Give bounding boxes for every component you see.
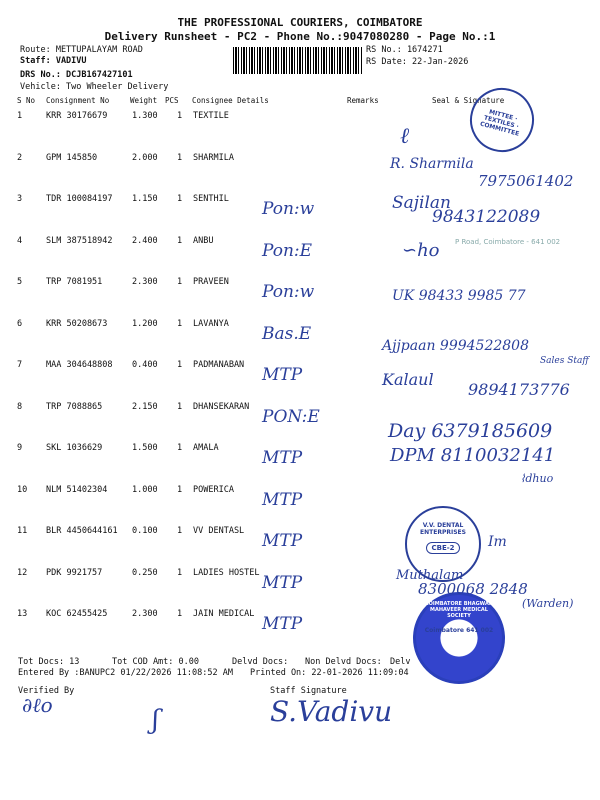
cell-wt: 1.300: [132, 111, 158, 121]
cell-wt: 0.250: [132, 568, 158, 578]
cell-pcs: 1: [177, 485, 183, 495]
cell-wt: 2.300: [132, 609, 158, 619]
cell-cn: SLM 387518942: [46, 236, 113, 246]
total-cod: Tot COD Amt: 0.00: [112, 657, 199, 667]
cell-pcs: 1: [177, 277, 183, 287]
col-sno: S No: [17, 96, 36, 105]
cell-name: LAVANYA: [193, 319, 229, 329]
cell-pcs: 1: [177, 443, 183, 453]
cell-pcs: 1: [177, 568, 183, 578]
drs-number: DRS No.: DCJB167427101: [20, 70, 133, 80]
cell-name: JAIN MEDICAL: [193, 609, 255, 619]
col-consignment: Consignment No: [46, 96, 110, 105]
dental-stamp-place: CBE-2: [426, 542, 459, 554]
cell-cn: TRP 7081951: [46, 277, 103, 287]
society-stamp: [413, 592, 505, 684]
vehicle: Vehicle: Two Wheeler Delivery: [20, 82, 169, 92]
signature-row2: R. Sharmila: [390, 156, 474, 172]
cell-pcs: 1: [177, 360, 183, 370]
textile-stamp: [463, 81, 541, 159]
staff-signature-label: Staff Signature: [270, 686, 347, 696]
cell-remark: MTP: [262, 448, 303, 468]
col-remarks: Remarks: [347, 96, 379, 105]
rs-number: RS No.: 1674271: [366, 45, 443, 55]
runsheet-title: Delivery Runsheet - PC2 - Phone No.:9047080280 - Page No.:1: [104, 30, 496, 43]
cell-name: AMALA: [193, 443, 219, 453]
cell-sno: 3: [17, 194, 23, 204]
cell-remark: MTP: [262, 531, 303, 551]
cell-pcs: 1: [177, 526, 183, 536]
cell-remark: MTP: [262, 573, 303, 593]
cell-sno: 5: [17, 277, 23, 287]
cell-sno: 13: [17, 609, 28, 619]
col-pcs: PCS: [165, 96, 179, 105]
society-stamp-name: COIMBATORE BHAGWAN MAHAVEER MEDICAL SOCIETY: [424, 601, 494, 619]
verifier-signature: ∂ℓo: [22, 693, 53, 717]
cell-cn: PDK 9921757: [46, 568, 103, 578]
cell-name: LADIES HOSTEL: [193, 568, 260, 578]
cell-remark: Pon:w: [262, 282, 315, 302]
initial-signature: ʃ: [152, 705, 160, 735]
signature-row9: DPM 8110032141: [390, 445, 556, 466]
printed-on: Printed On: 22-01-2026 11:09:04: [250, 668, 409, 678]
cell-wt: 2.000: [132, 153, 158, 163]
faded-stamp: P Road, Coimbatore - 641 002: [455, 238, 561, 246]
signature-row5: UK 98433 9985 77: [392, 288, 526, 304]
signature-row3: Sajilan: [392, 193, 452, 213]
cell-wt: 2.150: [132, 402, 158, 412]
dental-stamp-name: V.V. DENTAL ENTERPRISES: [420, 522, 466, 536]
textile-stamp-text: MITTEE · TEXTILES · COMMITTEE: [479, 108, 520, 138]
cell-pcs: 1: [177, 236, 183, 246]
cell-pcs: 1: [177, 319, 183, 329]
society-stamp-place: Coimbatore 641 002: [424, 627, 494, 634]
staff: Staff: VADIVU: [20, 56, 87, 66]
cell-wt: 1.500: [132, 443, 158, 453]
cell-cn: NLM 51402304: [46, 485, 108, 495]
cell-name: DHANSEKARAN: [193, 402, 250, 412]
cell-cn: TRP 7088865: [46, 402, 103, 412]
signature-row11: Im: [488, 534, 507, 550]
verified-by-label: Verified By: [18, 686, 75, 696]
cell-sno: 8: [17, 402, 23, 412]
staff-handwritten-signature: S.Vadivu: [270, 695, 393, 728]
company-name: THE PROFESSIONAL COURIERS, COIMBATORE: [177, 16, 423, 29]
cell-pcs: 1: [177, 609, 183, 619]
signature-row7-name: Kalaul: [382, 370, 434, 389]
cell-wt: 2.300: [132, 277, 158, 287]
signature-row12-role: (Warden): [522, 597, 574, 610]
cell-remark: Pon:E: [262, 241, 313, 261]
signature-row7: Ajjpaan 9994522808: [382, 338, 529, 354]
cell-cn: MAA 304648808: [46, 360, 113, 370]
col-consignee: Consignee Details: [192, 96, 269, 105]
cell-sno: 9: [17, 443, 23, 453]
total-docs: Tot Docs: 13: [18, 657, 80, 667]
phone-row3c: 9843122089: [432, 207, 541, 227]
cell-name: SHARMILA: [193, 153, 234, 163]
route: Route: METTUPALAYAM ROAD: [20, 45, 143, 55]
non-delivered-docs: Non Delvd Docs:: [305, 657, 382, 667]
cell-sno: 12: [17, 568, 28, 578]
cell-cn: BLR 4450644161: [46, 526, 118, 536]
cell-name: SENTHIL: [193, 194, 229, 204]
cell-remark: MTP: [262, 490, 303, 510]
cell-wt: 1.200: [132, 319, 158, 329]
cell-wt: 1.150: [132, 194, 158, 204]
cell-remark: Pon:w: [262, 199, 315, 219]
cell-pcs: 1: [177, 402, 183, 412]
cell-cn: GPM 145850: [46, 153, 98, 163]
cell-cn: KOC 62455425: [46, 609, 108, 619]
cell-sno: 7: [17, 360, 23, 370]
cell-cn: KRR 50208673: [46, 319, 108, 329]
signature-row7-role: Sales Staff: [540, 356, 589, 366]
cell-pcs: 1: [177, 153, 183, 163]
cell-remark: MTP: [262, 614, 303, 634]
cell-cn: SKL 1036629: [46, 443, 103, 453]
cell-name: VV DENTASL: [193, 526, 245, 536]
cell-pcs: 1: [177, 194, 183, 204]
signature-row8: Day 6379185609: [388, 420, 553, 442]
col-signature: Seal & Signature: [432, 96, 505, 105]
cell-name: ANBU: [193, 236, 214, 246]
entered-by: Entered By :BANUPC2 01/22/2026 11:08:52 AM: [18, 668, 233, 678]
phone-row12: 8300068 2848: [418, 580, 528, 598]
cell-sno: 1: [17, 111, 23, 121]
cell-name: TEXTILE: [193, 111, 229, 121]
cell-cn: KRR 30176679: [46, 111, 108, 121]
col-weight: Weight: [130, 96, 158, 105]
cell-remark: MTP: [262, 365, 303, 385]
cell-name: POWERICA: [193, 485, 234, 495]
delv-label: Delv: [390, 657, 411, 667]
signature-row1: ℓ: [400, 124, 410, 149]
cell-sno: 2: [17, 153, 23, 163]
cell-remark: PON:E: [262, 407, 320, 427]
cell-wt: 2.400: [132, 236, 158, 246]
cell-name: PRAVEEN: [193, 277, 229, 287]
rs-date: RS Date: 22-Jan-2026: [366, 57, 469, 67]
signature-row12: Muthalam: [396, 568, 464, 583]
cell-sno: 10: [17, 485, 28, 495]
cell-sno: 6: [17, 319, 23, 329]
phone-row3a: 7975061402: [478, 172, 574, 190]
cell-sno: 11: [17, 526, 28, 536]
barcode: [233, 47, 363, 74]
cell-wt: 0.400: [132, 360, 158, 370]
cell-wt: 0.100: [132, 526, 158, 536]
phone-row7: 9894173776: [468, 380, 570, 399]
cell-pcs: 1: [177, 111, 183, 121]
cell-wt: 1.000: [132, 485, 158, 495]
cell-cn: TDR 100084197: [46, 194, 113, 204]
cell-name: PADMANABAN: [193, 360, 245, 370]
delivered-docs: Delvd Docs:: [232, 657, 289, 667]
cell-sno: 4: [17, 236, 23, 246]
cell-remark: Bas.E: [262, 324, 312, 344]
signature-row10: ⌇dhuo: [520, 472, 554, 485]
signature-row4: ∽ho: [402, 240, 440, 261]
